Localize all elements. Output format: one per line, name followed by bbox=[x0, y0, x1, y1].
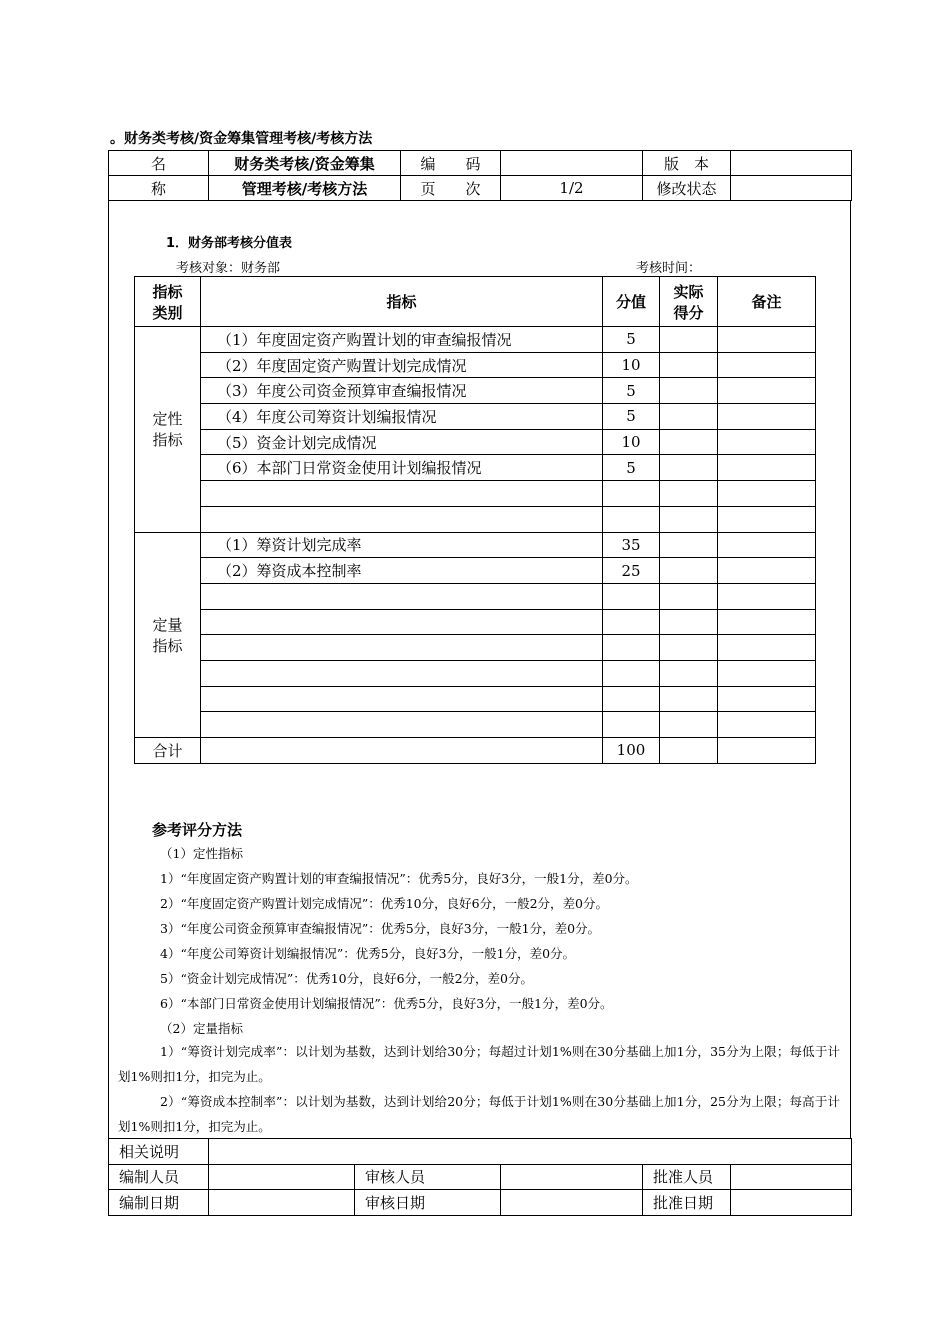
reviewed-date-label: 审核日期 bbox=[355, 1190, 501, 1216]
table-row-empty bbox=[135, 609, 816, 635]
actual-score-header: 实际 得分 bbox=[660, 277, 718, 327]
score-header: 分值 bbox=[603, 277, 660, 327]
reviewed-date-value bbox=[501, 1190, 643, 1216]
actual-score-cell bbox=[660, 378, 718, 404]
category-header: 指标 类别 bbox=[135, 277, 201, 327]
remark-cell bbox=[718, 558, 816, 584]
version-value bbox=[731, 151, 852, 176]
prepared-by-value bbox=[209, 1164, 355, 1190]
total-score: 100 bbox=[603, 738, 660, 764]
qualitative-rule: 4）“年度公司筹资计划编报情况”：优秀5分，良好3分，一般1分，差0分。 bbox=[160, 946, 576, 961]
prepared-date-label: 编制日期 bbox=[109, 1190, 209, 1216]
revision-value bbox=[731, 176, 852, 201]
notes-value bbox=[209, 1139, 852, 1165]
actual-score-cell bbox=[660, 327, 718, 353]
remark-cell bbox=[718, 378, 816, 404]
table-row-empty bbox=[135, 660, 816, 686]
reference-method-title: 参考评分方法 bbox=[152, 821, 243, 839]
actual-score-cell bbox=[660, 455, 718, 481]
indicator-name: （1）年度固定资产购置计划的审查编报情况 bbox=[201, 327, 603, 353]
indicator-name: （2）筹资成本控制率 bbox=[201, 558, 603, 584]
indicator-score: 5 bbox=[603, 455, 660, 481]
assessment-time: 考核时间： bbox=[636, 261, 702, 276]
actual-score-cell bbox=[660, 352, 718, 378]
quantitative-rule: 2）“筹资成本控制率”：以计划为基数，达到计划给20分；每低于计划1%则在30分基础上加1分，25分为上限；每高于计划1%则扣1分，扣完为止。 bbox=[118, 1094, 840, 1134]
quantitative-rule: 1）“筹资计划完成率”：以计划为基数，达到计划给30分；每超过计划1%则在30分基础上加1分，35分为上限；每低于计划1%则扣1分，扣完为止。 bbox=[118, 1044, 840, 1084]
reviewed-by-value bbox=[501, 1164, 643, 1190]
indicator-score: 10 bbox=[603, 352, 660, 378]
table-row bbox=[135, 455, 816, 481]
indicator-name: （2）年度固定资产购置计划完成情况 bbox=[201, 352, 603, 378]
approved-by-value bbox=[731, 1164, 852, 1190]
remark-header: 备注 bbox=[718, 277, 816, 327]
assessment-target: 考核对象：财务部 bbox=[176, 261, 281, 276]
table-row bbox=[135, 327, 816, 353]
indicator-score: 5 bbox=[603, 378, 660, 404]
page-label: 页 次 bbox=[401, 176, 501, 201]
code-value bbox=[501, 151, 643, 176]
prepared-by-label: 编制人员 bbox=[109, 1164, 209, 1190]
quantitative-heading: （2）定量指标 bbox=[160, 1021, 243, 1036]
table-row bbox=[135, 352, 816, 378]
table-row-empty bbox=[135, 506, 816, 532]
table-row-empty bbox=[135, 712, 816, 738]
qualitative-category: 定性 指标 bbox=[135, 327, 201, 533]
table-row bbox=[135, 558, 816, 584]
remark-cell bbox=[718, 455, 816, 481]
score-table bbox=[134, 276, 816, 764]
remark-cell bbox=[718, 327, 816, 353]
section-title: 1．财务部考核分值表 bbox=[166, 236, 293, 251]
quantitative-category: 定量 指标 bbox=[135, 532, 201, 738]
actual-score-cell bbox=[660, 404, 718, 430]
indicator-score: 10 bbox=[603, 429, 660, 455]
table-row bbox=[135, 532, 816, 558]
table-row bbox=[135, 404, 816, 430]
actual-score-cell bbox=[660, 558, 718, 584]
qualitative-rule: 6）“本部门日常资金使用计划编报情况”：优秀5分，良好3分，一般1分，差0分。 bbox=[160, 996, 613, 1011]
table-row-empty bbox=[135, 481, 816, 507]
notes-label: 相关说明 bbox=[109, 1139, 209, 1165]
document-header-table bbox=[108, 150, 852, 201]
indicator-score: 5 bbox=[603, 404, 660, 430]
actual-score-cell bbox=[660, 532, 718, 558]
qualitative-rule: 3）“年度公司资金预算审查编报情况”：优秀5分，良好3分，一般1分，差0分。 bbox=[160, 921, 601, 936]
indicator-score: 35 bbox=[603, 532, 660, 558]
revision-label: 修改状态 bbox=[643, 176, 731, 201]
qualitative-rule: 1）“年度固定资产购置计划的审查编报情况”：优秀5分，良好3分，一般1分，差0分。 bbox=[160, 871, 638, 886]
table-row bbox=[135, 429, 816, 455]
score-table-header bbox=[135, 277, 816, 327]
remark-cell bbox=[718, 429, 816, 455]
actual-score-cell bbox=[660, 429, 718, 455]
total-label: 合计 bbox=[135, 738, 201, 764]
code-label: 编 码 bbox=[401, 151, 501, 176]
reviewed-by-label: 审核人员 bbox=[355, 1164, 501, 1190]
approved-by-label: 批准人员 bbox=[643, 1164, 731, 1190]
table-row-empty bbox=[135, 635, 816, 661]
total-row bbox=[135, 738, 816, 764]
indicator-name: （4）年度公司筹资计划编报情况 bbox=[201, 404, 603, 430]
indicator-name: （3）年度公司资金预算审查编报情况 bbox=[201, 378, 603, 404]
qualitative-heading: （1）定性指标 bbox=[160, 846, 243, 861]
remark-cell bbox=[718, 404, 816, 430]
page-value: 1/2 bbox=[501, 176, 643, 201]
remark-cell bbox=[718, 532, 816, 558]
name-label: 称 bbox=[109, 176, 209, 201]
indicator-name: （6）本部门日常资金使用计划编报情况 bbox=[201, 455, 603, 481]
table-row bbox=[135, 378, 816, 404]
remark-cell bbox=[718, 352, 816, 378]
document-footer-table bbox=[108, 1138, 852, 1216]
qualitative-rule: 2）“年度固定资产购置计划完成情况”：优秀10分，良好6分，一般2分，差0分。 bbox=[160, 896, 608, 911]
indicator-score: 5 bbox=[603, 327, 660, 353]
document-title: 。财务类考核/资金筹集管理考核/考核方法 bbox=[110, 131, 373, 147]
table-row-empty bbox=[135, 583, 816, 609]
indicator-header: 指标 bbox=[201, 277, 603, 327]
approved-date-value bbox=[731, 1190, 852, 1216]
indicator-name: （1）筹资计划完成率 bbox=[201, 532, 603, 558]
indicator-name: （5）资金计划完成情况 bbox=[201, 429, 603, 455]
table-row-empty bbox=[135, 686, 816, 712]
approved-date-label: 批准日期 bbox=[643, 1190, 731, 1216]
name-value: 管理考核/考核方法 bbox=[209, 176, 401, 201]
qualitative-rule: 5）“资金计划完成情况”：优秀10分，良好6分，一般2分，差0分。 bbox=[160, 971, 533, 986]
version-label: 版 本 bbox=[643, 151, 731, 176]
name-value: 财务类考核/资金筹集 bbox=[209, 151, 401, 176]
name-label: 名 bbox=[109, 151, 209, 176]
indicator-score: 25 bbox=[603, 558, 660, 584]
prepared-date-value bbox=[209, 1190, 355, 1216]
